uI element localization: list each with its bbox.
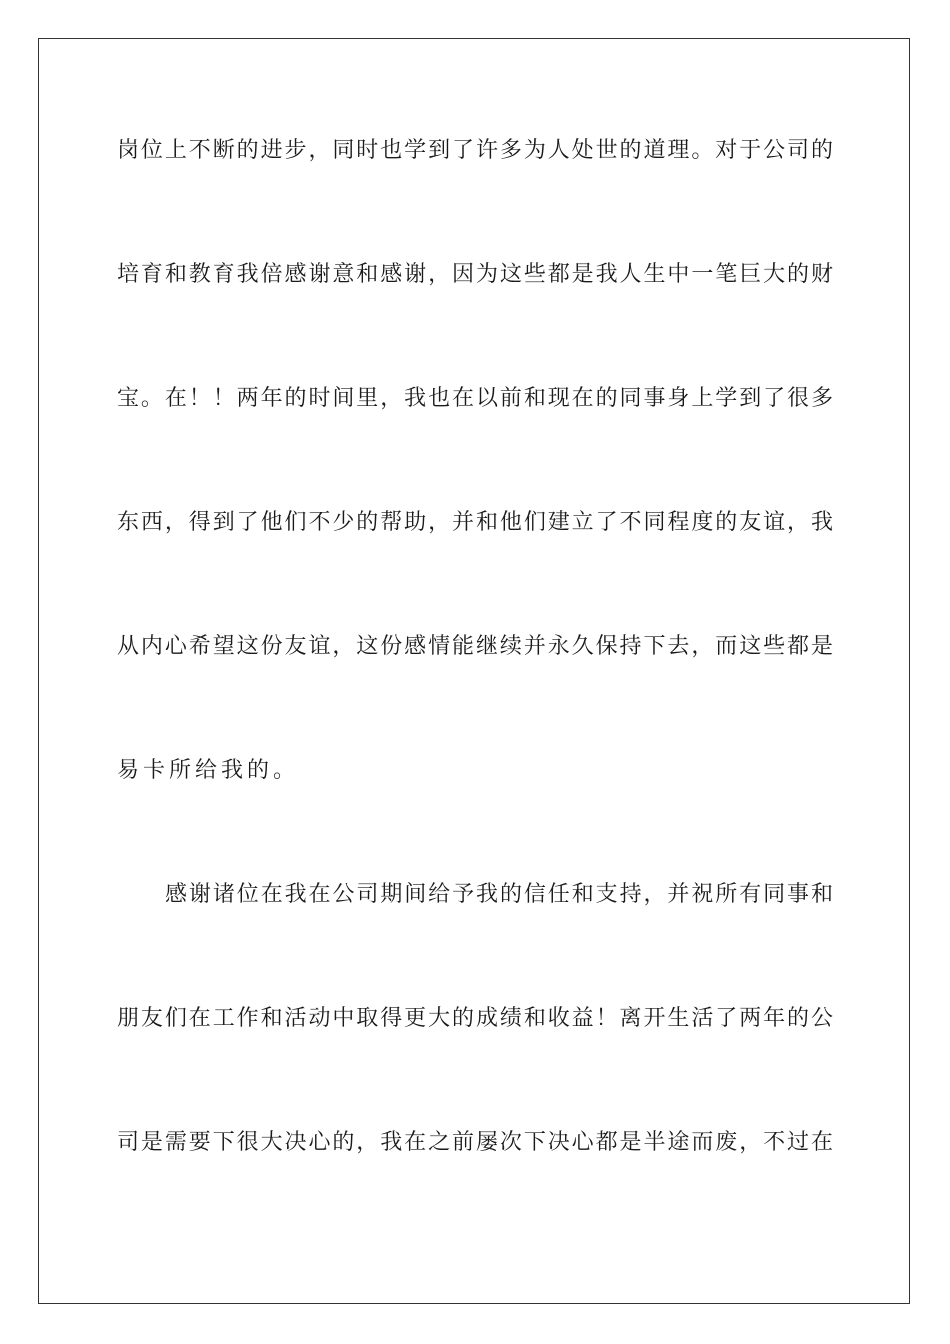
text-line-4: 东西，得到了他们不少的帮助，并和他们建立了不同程度的友谊，我 xyxy=(117,510,833,535)
text-line-5: 从内心希望这份友谊，这份感情能继续并永久保持下去，而这些都是 xyxy=(117,634,833,659)
text-line-1: 岗位上不断的进步，同时也学到了许多为人处世的道理。对于公司的 xyxy=(117,138,833,163)
text-line-9: 司是需要下很大决心的，我在之前屡次下决心都是半途而废，不过在 xyxy=(117,1130,833,1155)
text-line-3: 宝。在！！两年的时间里，我也在以前和现在的同事身上学到了很多 xyxy=(117,386,833,411)
text-line-6: 易卡所给我的。 xyxy=(117,758,300,783)
page-border xyxy=(38,38,910,1304)
text-line-2: 培育和教育我倍感谢意和感谢，因为这些都是我人生中一笔巨大的财 xyxy=(117,262,833,287)
text-line-7: 感谢诸位在我在公司期间给予我的信任和支持，并祝所有同事和 xyxy=(165,882,833,907)
text-line-8: 朋友们在工作和活动中取得更大的成绩和收益！离开生活了两年的公 xyxy=(117,1006,833,1031)
